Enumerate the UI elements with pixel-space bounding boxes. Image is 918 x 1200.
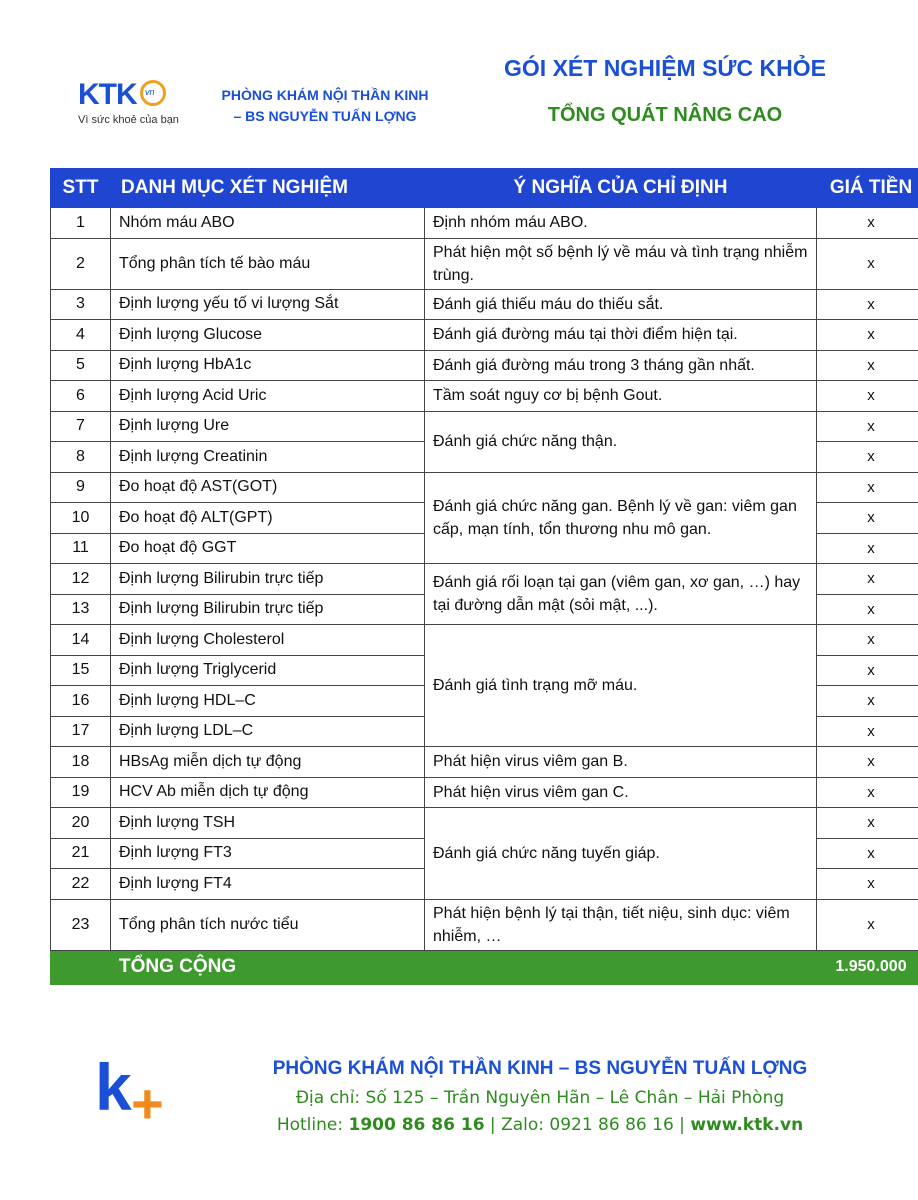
- table-row: [51, 289, 918, 320]
- row-price: x: [817, 238, 918, 289]
- header-name: DANH MỤC XÉT NGHIỆM: [111, 169, 425, 208]
- row-name: Tổng phân tích tế bào máu: [111, 238, 425, 289]
- row-stt: 12: [51, 564, 111, 595]
- row-meaning: Tầm soát nguy cơ bị bệnh Gout.: [425, 381, 817, 412]
- row-name: Đo hoạt độ ALT(GPT): [111, 503, 425, 534]
- table-row: [51, 808, 918, 839]
- package-subtitle: TỔNG QUÁT NÂNG CAO: [547, 104, 783, 126]
- logo-slogan: Vì sức khoẻ của bạn: [78, 114, 179, 126]
- table-row: [51, 747, 918, 778]
- table-row: [51, 899, 918, 950]
- row-name: Định lượng Triglycerid: [111, 655, 425, 686]
- row-stt: 15: [51, 655, 111, 686]
- row-meaning: Đánh giá đường máu trong 3 tháng gần nhất.: [425, 350, 817, 381]
- website-link[interactable]: www.ktk.vn: [690, 1115, 804, 1135]
- row-price: x: [817, 625, 918, 656]
- row-stt: 10: [51, 503, 111, 534]
- row-price: x: [817, 808, 918, 839]
- row-name: Định lượng FT4: [111, 869, 425, 900]
- header-meaning: Ý NGHĨA CỦA CHỈ ĐỊNH: [425, 169, 817, 208]
- row-stt: 13: [51, 594, 111, 625]
- row-price: x: [817, 381, 918, 412]
- row-name: Định lượng Cholesterol: [111, 625, 425, 656]
- test-table: [50, 168, 918, 985]
- ktk-logo: [78, 78, 178, 138]
- hotline-label: Hotline:: [276, 1115, 349, 1135]
- clinic-name: [190, 85, 460, 127]
- row-price: x: [817, 899, 918, 950]
- table-row: [51, 411, 918, 442]
- row-name: Định lượng Bilirubin trực tiếp: [111, 594, 425, 625]
- row-name: Đo hoạt độ GGT: [111, 533, 425, 564]
- row-name: Nhóm máu ABO: [111, 208, 425, 239]
- plus-icon: +: [131, 1072, 164, 1135]
- row-stt: 3: [51, 289, 111, 320]
- row-price: x: [817, 716, 918, 747]
- clinic-line-1: PHÒNG KHÁM NỘI THẦN KINH: [221, 87, 429, 103]
- footer-address: Địa chỉ: Số 125 – Trần Nguyên Hãn – Lê Chân – Hải Phòng: [295, 1088, 785, 1108]
- row-price: x: [817, 533, 918, 564]
- row-meaning: Đánh giá chức năng thận.: [425, 411, 817, 472]
- header-price: GIÁ TIỀN: [817, 169, 918, 208]
- row-price: x: [817, 320, 918, 351]
- table-row: [51, 350, 918, 381]
- row-meaning: Phát hiện virus viêm gan B.: [425, 747, 817, 778]
- row-meaning: Đánh giá đường máu tại thời điểm hiện tại.: [425, 320, 817, 351]
- row-name: Định lượng LDL–C: [111, 716, 425, 747]
- separator: |: [673, 1115, 691, 1135]
- row-price: x: [817, 564, 918, 595]
- table-row: [51, 777, 918, 808]
- zalo-label: | Zalo:: [484, 1115, 550, 1135]
- row-stt: 21: [51, 838, 111, 869]
- row-stt: 8: [51, 442, 111, 473]
- row-name: Định lượng HbA1c: [111, 350, 425, 381]
- row-price: x: [817, 838, 918, 869]
- row-name: Đo hoạt độ AST(GOT): [111, 472, 425, 503]
- table-row: [51, 208, 918, 239]
- table-row: [51, 472, 918, 503]
- row-name: Định lượng yếu tố vi lượng Sắt: [111, 289, 425, 320]
- row-meaning: Đánh giá chức năng gan. Bệnh lý về gan: viêm gan cấp, mạn tính, tổn thương nhu mô gan.: [425, 472, 817, 564]
- row-stt: 17: [51, 716, 111, 747]
- zalo-number[interactable]: 0921 86 86 16: [549, 1115, 674, 1135]
- row-name: Định lượng FT3: [111, 838, 425, 869]
- row-name: HBsAg miễn dịch tự động: [111, 747, 425, 778]
- table-header: [51, 169, 918, 208]
- row-meaning: Phát hiện virus viêm gan C.: [425, 777, 817, 808]
- row-meaning: Phát hiện một số bệnh lý về máu và tình trạng nhiễm trùng.: [425, 238, 817, 289]
- row-stt: 6: [51, 381, 111, 412]
- row-meaning: Đánh giá chức năng tuyến giáp.: [425, 808, 817, 900]
- row-meaning: Đánh giá thiếu máu do thiếu sắt.: [425, 289, 817, 320]
- row-name: Định lượng HDL–C: [111, 686, 425, 717]
- row-stt: 18: [51, 747, 111, 778]
- header-stt: STT: [51, 169, 111, 208]
- row-price: x: [817, 442, 918, 473]
- total-label: TỔNG CỘNG: [111, 950, 425, 984]
- row-price: x: [817, 747, 918, 778]
- row-name: Định lượng TSH: [111, 808, 425, 839]
- table-row: [51, 238, 918, 289]
- row-price: x: [817, 289, 918, 320]
- row-stt: 2: [51, 238, 111, 289]
- row-price: x: [817, 594, 918, 625]
- row-price: x: [817, 503, 918, 534]
- total-row: [51, 950, 918, 984]
- row-stt: 20: [51, 808, 111, 839]
- row-name: Định lượng Bilirubin trực tiếp: [111, 564, 425, 595]
- footer-logo: [95, 1050, 175, 1135]
- row-stt: 22: [51, 869, 111, 900]
- row-stt: 4: [51, 320, 111, 351]
- row-price: x: [817, 350, 918, 381]
- row-price: x: [817, 655, 918, 686]
- row-meaning: Phát hiện bệnh lý tại thận, tiết niệu, sinh dục: viêm nhiễm, …: [425, 899, 817, 950]
- table-row: [51, 381, 918, 412]
- footer-clinic-name: PHÒNG KHÁM NỘI THẦN KINH – BS NGUYỄN TUẤN LỢNG: [272, 1058, 808, 1079]
- row-name: Định lượng Creatinin: [111, 442, 425, 473]
- row-stt: 7: [51, 411, 111, 442]
- row-stt: 16: [51, 686, 111, 717]
- table-row: [51, 564, 918, 595]
- table-row: [51, 625, 918, 656]
- row-stt: 11: [51, 533, 111, 564]
- row-stt: 1: [51, 208, 111, 239]
- row-stt: 19: [51, 777, 111, 808]
- row-meaning: Đánh giá rối loạn tại gan (viêm gan, xơ gan, …) hay tại đường dẫn mật (sỏi mật, ...).: [425, 564, 817, 625]
- row-stt: 14: [51, 625, 111, 656]
- row-name: Định lượng Acid Uric: [111, 381, 425, 412]
- row-price: x: [817, 777, 918, 808]
- total-spacer: [425, 950, 817, 984]
- total-spacer: [51, 950, 111, 984]
- row-stt: 23: [51, 899, 111, 950]
- row-price: x: [817, 472, 918, 503]
- package-title: GÓI XÉT NGHIỆM SỨC KHỎE: [504, 55, 826, 81]
- row-meaning: Đánh giá tình trạng mỡ máu.: [425, 625, 817, 747]
- row-stt: 9: [51, 472, 111, 503]
- row-name: Định lượng Glucose: [111, 320, 425, 351]
- logo-suffix: vn: [145, 87, 155, 97]
- row-name: Định lượng Ure: [111, 411, 425, 442]
- table-row: [51, 320, 918, 351]
- row-price: x: [817, 208, 918, 239]
- row-name: HCV Ab miễn dịch tự động: [111, 777, 425, 808]
- row-price: x: [817, 869, 918, 900]
- total-value: 1.950.000: [817, 950, 918, 984]
- footer-logo-k: k: [95, 1050, 132, 1124]
- row-price: x: [817, 686, 918, 717]
- clinic-line-2: – BS NGUYỄN TUẤN LỢNG: [233, 108, 417, 124]
- row-stt: 5: [51, 350, 111, 381]
- row-price: x: [817, 411, 918, 442]
- row-meaning: Định nhóm máu ABO.: [425, 208, 817, 239]
- hotline-number[interactable]: 1900 86 86 16: [348, 1115, 485, 1135]
- row-name: Tổng phân tích nước tiểu: [111, 899, 425, 950]
- footer-contact: [200, 1115, 880, 1135]
- logo-text: KTK: [78, 78, 137, 111]
